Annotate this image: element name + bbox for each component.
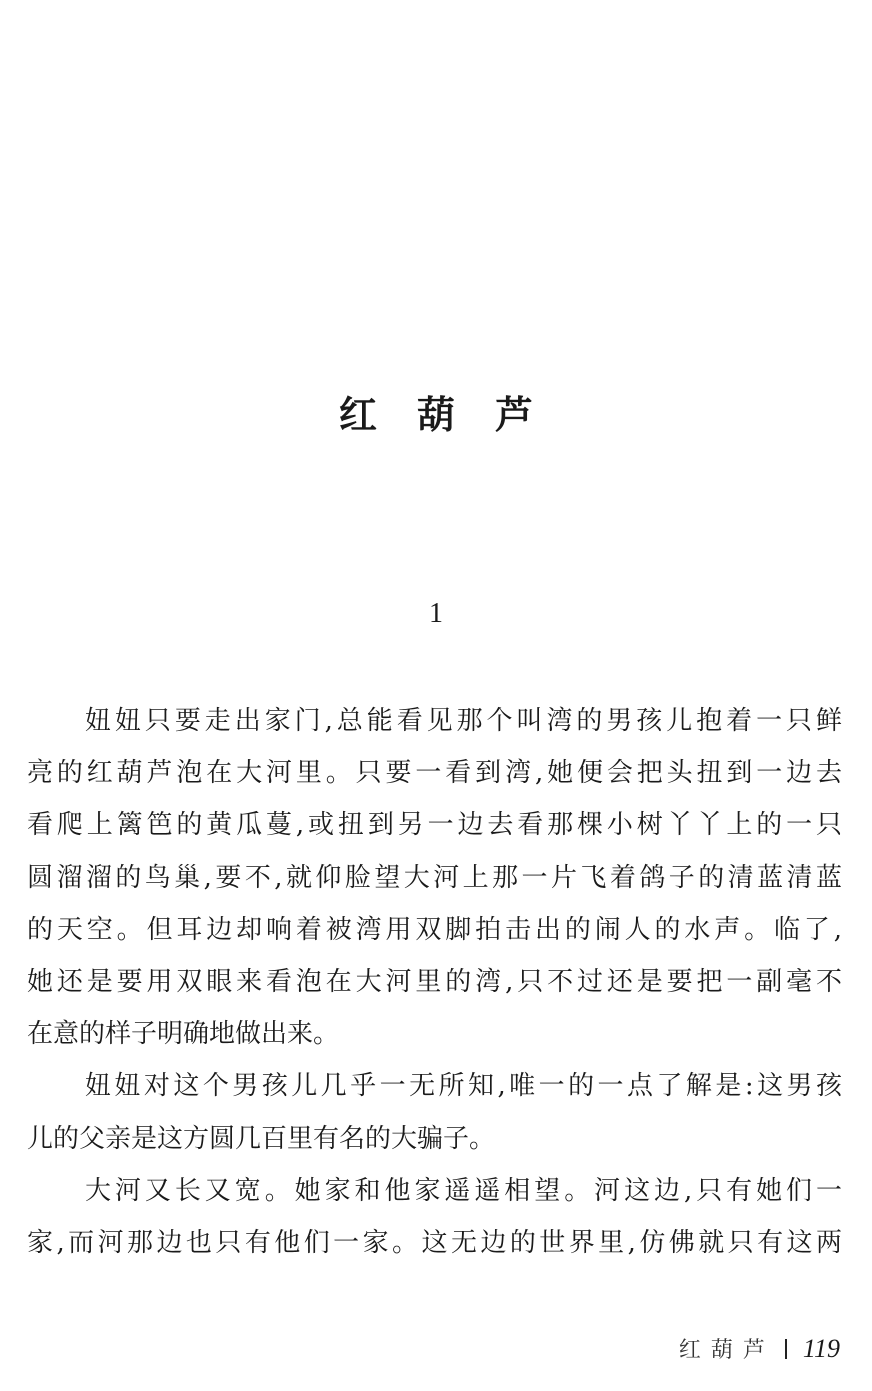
page-number: 119 (802, 1333, 840, 1363)
chapter-title (0, 384, 872, 439)
text-line: 大河又长又宽。她家和他家遥遥相望。河这边,只有她们一 (85, 1175, 842, 1206)
title-char: 葫 (416, 393, 455, 437)
footer-divider (785, 1339, 787, 1359)
page-footer (679, 1333, 840, 1364)
text-line: 在意的样子明确地做出来。 (27, 1019, 340, 1050)
text-line: 儿的父亲是这方圆几百里有名的大骗子。 (27, 1123, 496, 1154)
title-char: 红 (338, 393, 377, 437)
text-line: 看爬上篱笆的黄瓜蔓,或扭到另一边去看那棵小树丫丫上的一只 (27, 810, 842, 841)
body-text (27, 699, 842, 1273)
text-line: 的天空。但耳边却响着被湾用双脚拍击出的闹人的水声。临了, (27, 914, 842, 945)
text-line: 她还是要用双眼来看泡在大河里的湾,只不过还是要把一副毫不 (27, 966, 842, 997)
text-line: 亮的红葫芦泡在大河里。只要一看到湾,她便会把头扭到一边去 (27, 758, 842, 789)
running-title: 红葫芦 (678, 1338, 775, 1363)
text-line: 妞妞对这个男孩儿几乎一无所知,唯一的一点了解是:这男孩 (85, 1071, 842, 1102)
text-line: 妞妞只要走出家门,总能看见那个叫湾的男孩儿抱着一只鲜 (85, 706, 842, 736)
section-number: 1 (429, 598, 443, 629)
text-line: 家,而河那边也只有他们一家。这无边的世界里,仿佛就只有这两 (27, 1227, 842, 1258)
title-char: 芦 (495, 393, 534, 437)
text-line: 圆溜溜的鸟巢,要不,就仰脸望大河上那一片飞着鸽子的清蓝清蓝 (27, 862, 842, 893)
